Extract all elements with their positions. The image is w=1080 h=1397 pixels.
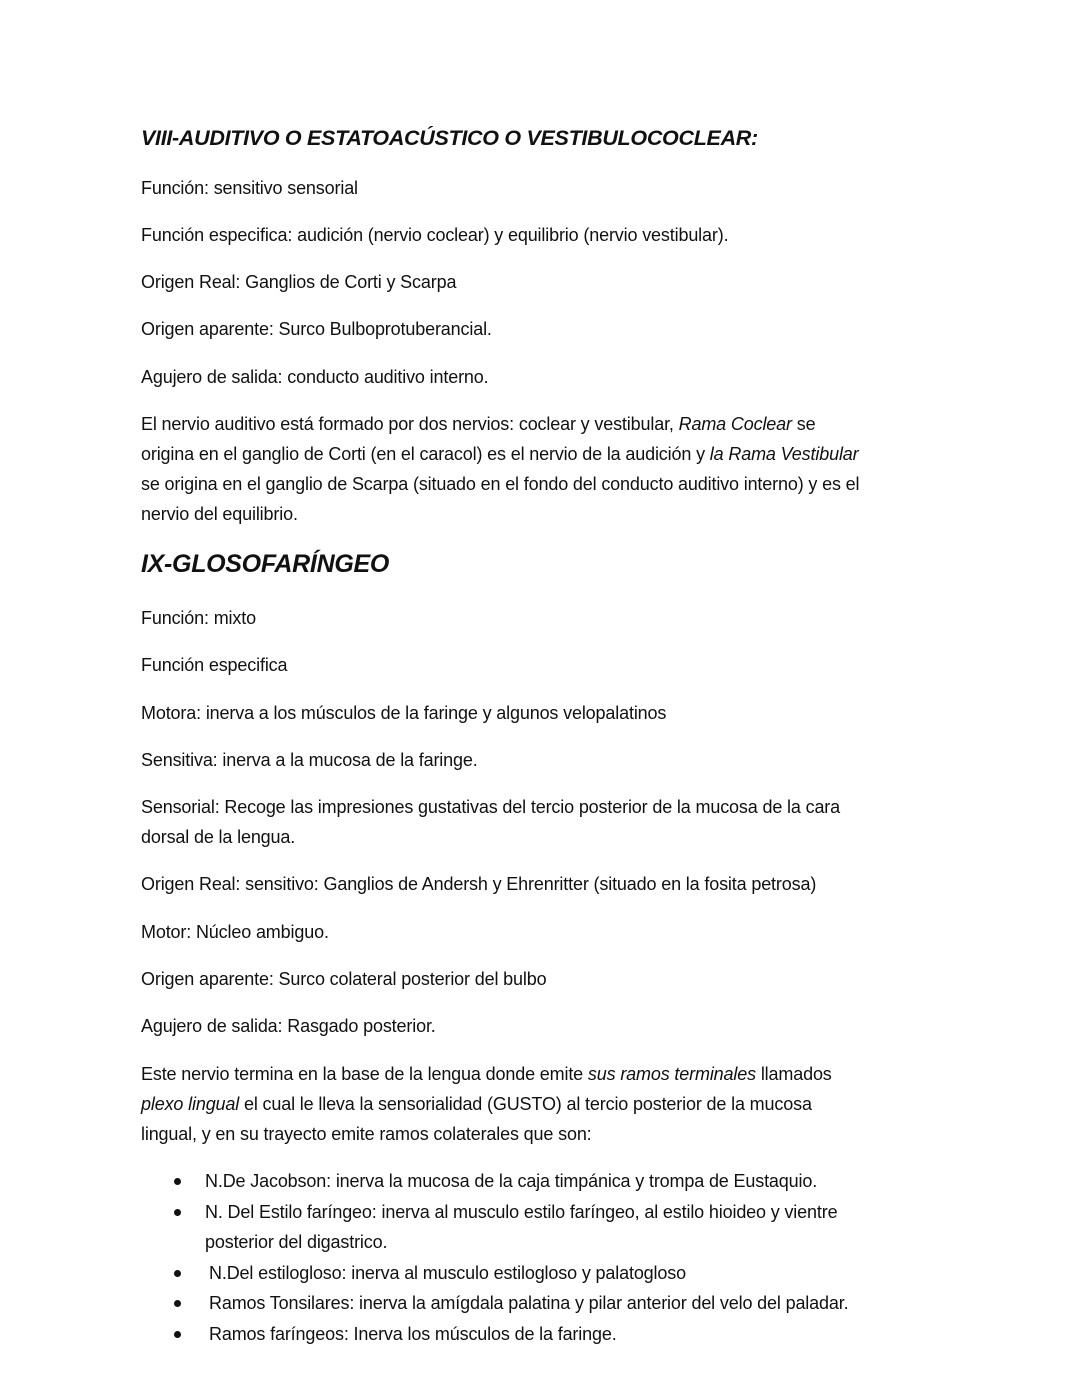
viii-description-paragraph — [141, 409, 859, 529]
ix-origen-real: Origen Real: sensitivo: Ganglios de Andersh y Ehrenritter (situado en la fosita petrosa) — [141, 874, 817, 894]
list-item: N. Del Estilo faríngeo: inerva al musculo estilo faríngeo, al estilo hioideo y vientre — [141, 1197, 848, 1228]
ix-sensorial: Sensorial: Recoge las impresiones gustativas del tercio posterior de la mucosa de la cara dorsal de la lengua. — [141, 797, 841, 847]
viii-funcion-especifica: Función especifica: audición (nervio coclear) y equilibrio (nervio vestibular). — [141, 225, 729, 245]
viii-agujero-salida: Agujero de salida: conducto auditivo interno. — [141, 367, 489, 387]
viii-origen-real: Origen Real: Ganglios de Corti y Scarpa — [141, 272, 457, 292]
ix-funcion-especifica: Función especifica — [141, 655, 288, 675]
ix-funcion: Función: mixto — [141, 608, 256, 628]
heading-viii-auditivo: VIII-AUDITIVO O ESTATOACÚSTICO O VESTIBULOCOCLEAR: — [141, 126, 758, 150]
viii-desc-line-4: nervio del equilibrio. — [141, 504, 298, 524]
rama-coclear-italic: Rama Coclear — [678, 414, 792, 434]
plexo-lingual-italic: plexo lingual — [141, 1094, 240, 1114]
bullet-icon — [174, 1300, 181, 1307]
ix-desc-line-2: plexo lingual el cual le lleva la sensorialidad (GUSTO) al tercio posterior de la mucosa — [141, 1094, 812, 1114]
bullet-icon — [174, 1178, 181, 1185]
bullet-icon — [174, 1331, 181, 1338]
rama-vestibular-italic: la Rama Vestibular — [709, 444, 859, 464]
viii-funcion: Función: sensitivo sensorial — [141, 178, 358, 198]
viii-desc-line-3: se origina en el ganglio de Scarpa (situado en el fondo del conducto auditivo interno) y es el — [141, 474, 860, 494]
bullet-icon — [174, 1270, 181, 1277]
ix-sensitiva: Sensitiva: inerva a la mucosa de la faringe. — [141, 750, 478, 770]
ix-motor: Motor: Núcleo ambiguo. — [141, 922, 329, 942]
list-item: Ramos Tonsilares: inerva la amígdala palatina y pilar anterior del velo del paladar. — [141, 1288, 848, 1319]
ix-agujero-salida: Agujero de salida: Rasgado posterior. — [141, 1016, 436, 1036]
colateral-branches-list — [141, 1166, 848, 1349]
heading-ix-glosofaringeo: IX-GLOSOFARÍNGEO — [141, 550, 389, 578]
list-item-continuation: posterior del digastrico. — [205, 1232, 388, 1252]
ix-desc-line-3: lingual, y en su trayecto emite ramos colaterales que son: — [141, 1124, 592, 1144]
ramos-terminales-italic: sus ramos terminales — [587, 1064, 756, 1084]
ix-desc-line-1: Este nervio termina en la base de la lengua donde emite sus ramos terminales llamados — [141, 1064, 832, 1084]
viii-desc-line-1: El nervio auditivo está formado por dos nervios: coclear y vestibular, Rama Coclear se — [141, 414, 816, 434]
viii-origen-aparente: Origen aparente: Surco Bulboprotuberancial. — [141, 319, 492, 339]
ix-description-paragraph — [141, 1059, 832, 1149]
viii-desc-line-2: origina en el ganglio de Corti (en el caracol) es el nervio de la audición y la Rama Vestibular — [141, 444, 859, 464]
list-item: Ramos faríngeos: Inerva los músculos de la faringe. — [141, 1319, 848, 1350]
list-item: N.De Jacobson: inerva la mucosa de la caja timpánica y trompa de Eustaquio. — [141, 1166, 848, 1197]
bullet-icon — [174, 1209, 181, 1216]
list-item: N.Del estilogloso: inerva al musculo estilogloso y palatogloso — [141, 1258, 848, 1289]
ix-motora: Motora: inerva a los músculos de la faringe y algunos velopalatinos — [141, 703, 667, 723]
ix-origen-aparente: Origen aparente: Surco colateral posterior del bulbo — [141, 969, 547, 989]
